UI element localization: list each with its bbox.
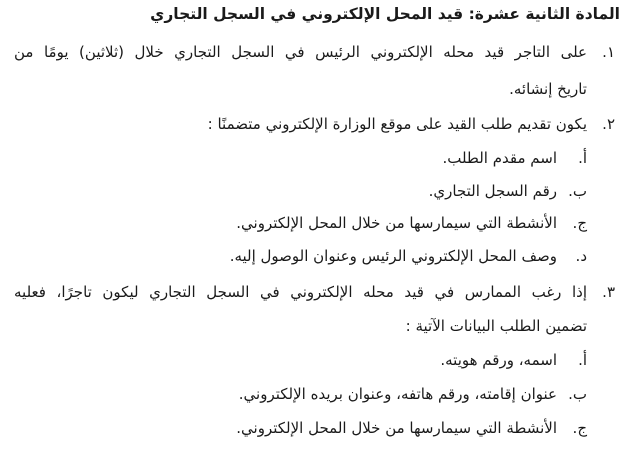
item-3-number: ٣.	[602, 283, 615, 301]
item-2-sub-b-letter: ب.	[568, 182, 587, 200]
item-2-sub-d-letter: د.	[575, 247, 587, 265]
item-2-sub-b-text: رقم السجل التجاري.	[428, 182, 557, 200]
item-1-text-line2: تاريخ إنشائه.	[509, 80, 587, 98]
item-3-sub-a-text: اسمه، ورقم هويته.	[440, 351, 557, 369]
item-3-text-line1: إذا رغب الممارس في قيد محله الإلكتروني في السجل التجاري ليكون تاجرًا، فعليه	[14, 283, 587, 301]
item-2-sub-a-letter: أ.	[578, 149, 587, 167]
item-3-text-line2: تضمين الطلب البيانات الآتية :	[405, 317, 587, 335]
item-3-sub-a-letter: أ.	[578, 351, 587, 369]
item-2-number: ٢.	[602, 115, 615, 133]
item-3-sub-c-letter: ج.	[572, 419, 587, 437]
item-1-number: ١.	[602, 43, 615, 61]
item-2-sub-c-text: الأنشطة التي سيمارسها من خلال المحل الإلكتروني.	[236, 214, 557, 232]
item-1-text-line1: على التاجر قيد محله الإلكتروني الرئيس في السجل التجاري خلال (ثلاثين) يومًا من	[14, 43, 587, 61]
item-3-sub-b-text: عنوان إقامته، ورقم هاتفه، وعنوان بريده الإلكتروني.	[238, 385, 557, 403]
item-2-sub-a-text: اسم مقدم الطلب.	[442, 149, 557, 167]
item-2-text-line1: يكون تقديم طلب القيد على موقع الوزارة الإلكتروني متضمنًا :	[207, 115, 587, 133]
item-2-sub-c-letter: ج.	[572, 214, 587, 232]
item-3-sub-c-text: الأنشطة التي سيمارسها من خلال المحل الإلكتروني.	[236, 419, 557, 437]
article-title: المادة الثانية عشرة: قيد المحل الإلكتروني في السجل التجاري	[150, 5, 620, 23]
item-3-sub-b-letter: ب.	[568, 385, 587, 403]
item-2-sub-d-text: وصف المحل الإلكتروني الرئيس وعنوان الوصول إليه.	[229, 247, 557, 265]
